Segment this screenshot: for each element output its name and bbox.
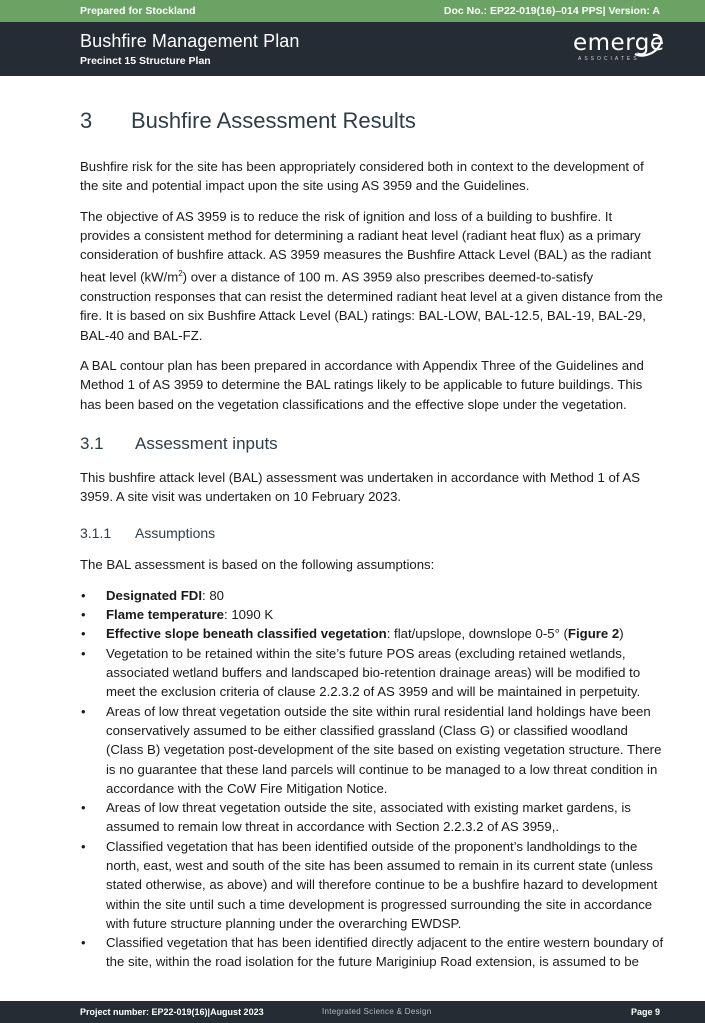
- page-content: [80, 108, 665, 972]
- document-title: Bushfire Management Plan: [80, 31, 300, 51]
- document-header: [0, 22, 705, 76]
- document-subtitle: Precinct 15 Structure Plan: [80, 55, 211, 67]
- section-heading: [80, 108, 665, 134]
- objective-paragraph: The objective of AS 3959 is to reduce the risk of ignition and loss of a building to bushfire. It provides a consistent method for determining a radiant heat level (radiant heat flux) as a primary consideration of bushfire attack. AS 3959 measures the Bushfire Attack Level (BAL) as the radiant heat level $(kW/m^2)$ over a distance of 100 m. AS 3959 also prescribes deemed-to-satisfy construction responses that can resist the determined radiant heat level at a given distance from the fire. It is based on six Bushfire Attack Level (BAL) ratings: BAL-LOW, BAL-12.5, BAL-19, BAL-29, BAL-40 and BAL-FZ.: [80, 208, 663, 343]
- intro-paragraph: Bushfire risk for the site has been appropriately considered both in context to the development of the site and potential impact upon the site using AS 3959 and the Guidelines.: [80, 159, 644, 194]
- bal-contour-paragraph: A BAL contour plan has been prepared in accordance with Appendix Three of the Guidelines and Method 1 of AS 3959 to determine the BAL ratings likely to be applicable to future buildings. This has been based on the vegetation classifications and the effective slope under the vegetation.: [80, 358, 644, 412]
- list-item: • Areas of low threat vegetation outside the site within rural residential land holdings have been conservatively assumed to be either classified grassland (Class G) or classified woodland (Class B) vegetation post-development of the site based on existing vegetation structure. There is no guarantee that these land parcels will continue to be managed to a low threat condition in accordance with the CoW Fire Mitigation Notice.: [80, 702, 665, 798]
- subsubsection-title: Assumptions: [135, 524, 216, 541]
- assumptions-list: [80, 586, 665, 972]
- logo-swoosh-icon: [631, 32, 665, 58]
- subsection-heading: [80, 434, 665, 454]
- page-footer: [0, 1001, 705, 1023]
- assumptions-intro: The BAL assessment is based on the following assumptions:: [80, 556, 435, 572]
- list-item: • Areas of low threat vegetation outside the site, associated with existing market gardens, is assumed to remain low threat in accordance with Section 2.2.3.2 of AS 3959,.: [80, 798, 665, 837]
- list-item: • Classified vegetation that has been identified directly adjacent to the entire western boundary of the site, within the road isolation for the future Mariginiup Road extension, is assumed to be: [80, 933, 665, 972]
- subsubsection-number: 3.1.1: [80, 524, 112, 541]
- assessment-paragraph: This bushfire attack level (BAL) assessment was undertaken in accordance with Method 1 of AS 3959. A site visit was undertaken on 10 February 2023.: [80, 469, 641, 505]
- top-bar: [0, 0, 705, 22]
- logo-subtext: ASSOCIATES: [578, 56, 640, 62]
- list-item: • Flame temperature: 1090 K: [80, 605, 665, 624]
- section-title: Bushfire Assessment Results: [131, 108, 416, 133]
- subsubsection-heading: [80, 525, 665, 541]
- project-number: Project number: EP22-019(16)|August 2023: [80, 1007, 264, 1017]
- section-number: 3: [80, 108, 93, 133]
- prepared-for-label: Prepared for Stockland: [80, 5, 196, 17]
- list-item: • Designated FDI: 80: [80, 586, 665, 605]
- company-logo: [573, 30, 663, 66]
- footer-tagline: Integrated Science & Design: [322, 1007, 432, 1016]
- page-number: Page 9: [630, 1007, 660, 1017]
- list-item: • Effective slope beneath classified vegetation: flat/upslope, downslope 0-5° (Figure 2): [80, 624, 665, 643]
- logo-wordmark: emerge: [573, 30, 665, 56]
- list-item: • Vegetation to be retained within the site’s future POS areas (excluding retained wetlands, associated wetland buffers and landscaped bio-retention drainage areas) will be modified to meet the exclusion criteria of clause 2.2.3.2 of AS 3959 and will be maintained in perpetuity.: [80, 644, 665, 702]
- doc-number-label: Doc No.: EP22-019(16)–014 PPS| Version: A: [443, 5, 660, 17]
- subsection-number: 3.1: [80, 433, 104, 453]
- list-item: • Classified vegetation that has been identified outside of the proponent’s landholdings to the north, east, west and south of the site has been assumed to remain in its current state (unless stated otherwise, as above) and will therefore continue to be a bushfire hazard to development within the site until such a time development is progressed surrounding the site in accordance with future structure planning under the overarching EWDSP.: [80, 837, 665, 933]
- subsection-title: Assessment inputs: [135, 433, 278, 453]
